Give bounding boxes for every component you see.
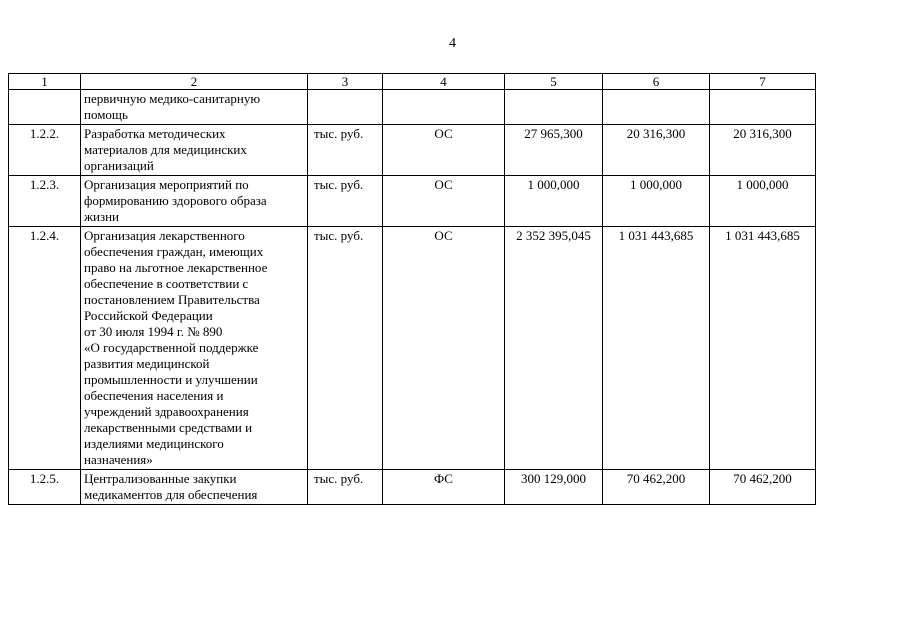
table-row (9, 90, 816, 125)
table-header-row (9, 74, 816, 90)
column-header: 5 (505, 74, 603, 90)
column-header: 6 (603, 74, 710, 90)
column-header: 3 (308, 74, 383, 90)
row-unit: тыс. руб. (308, 470, 383, 505)
row-name: Централизованные закупки медикаментов для обеспечения (81, 470, 308, 505)
row-source: ОС (383, 176, 505, 227)
row-source (383, 90, 505, 125)
row-name: Организация мероприятий по формированию здорового образа жизни (81, 176, 308, 227)
row-value-7: 1 000,000 (710, 176, 816, 227)
row-value-7: 1 031 443,685 (710, 227, 816, 470)
budget-table (8, 73, 816, 505)
table-row (9, 470, 816, 505)
row-name: первичную медико-санитарную помощь (81, 90, 308, 125)
row-source: ФС (383, 470, 505, 505)
row-code: 1.2.4. (9, 227, 81, 470)
row-unit (308, 90, 383, 125)
row-value-7: 20 316,300 (710, 125, 816, 176)
row-value-6: 70 462,200 (603, 470, 710, 505)
row-value-6: 1 031 443,685 (603, 227, 710, 470)
row-value-5 (505, 90, 603, 125)
row-value-5: 300 129,000 (505, 470, 603, 505)
row-code: 1.2.3. (9, 176, 81, 227)
row-name: Организация лекарственного обеспечения граждан, имеющих право на льготное лекарственное обеспечение в соответствии с постановлением Правительства Российской Федерации от 30 июля 1994 г. № 890 «О государственной поддержке развития медицинской промышленности и улучшении обеспечения населения и учреждений здравоохранения лекарственными средствами и изделиями медицинского назначения» (81, 227, 308, 470)
table-row (9, 227, 816, 470)
row-code: 1.2.5. (9, 470, 81, 505)
row-value-5: 27 965,300 (505, 125, 603, 176)
page-number: 4 (449, 36, 456, 51)
row-unit: тыс. руб. (308, 125, 383, 176)
table-row (9, 176, 816, 227)
row-value-6: 1 000,000 (603, 176, 710, 227)
column-header: 2 (81, 74, 308, 90)
column-header: 4 (383, 74, 505, 90)
row-unit: тыс. руб. (308, 227, 383, 470)
row-value-7 (710, 90, 816, 125)
row-source: ОС (383, 227, 505, 470)
table-row (9, 125, 816, 176)
row-value-7: 70 462,200 (710, 470, 816, 505)
row-source: ОС (383, 125, 505, 176)
column-header: 1 (9, 74, 81, 90)
row-code (9, 90, 81, 125)
row-value-5: 2 352 395,045 (505, 227, 603, 470)
row-value-5: 1 000,000 (505, 176, 603, 227)
row-value-6 (603, 90, 710, 125)
row-value-6: 20 316,300 (603, 125, 710, 176)
column-header: 7 (710, 74, 816, 90)
row-name: Разработка методических материалов для медицинских организаций (81, 125, 308, 176)
row-unit: тыс. руб. (308, 176, 383, 227)
row-code: 1.2.2. (9, 125, 81, 176)
